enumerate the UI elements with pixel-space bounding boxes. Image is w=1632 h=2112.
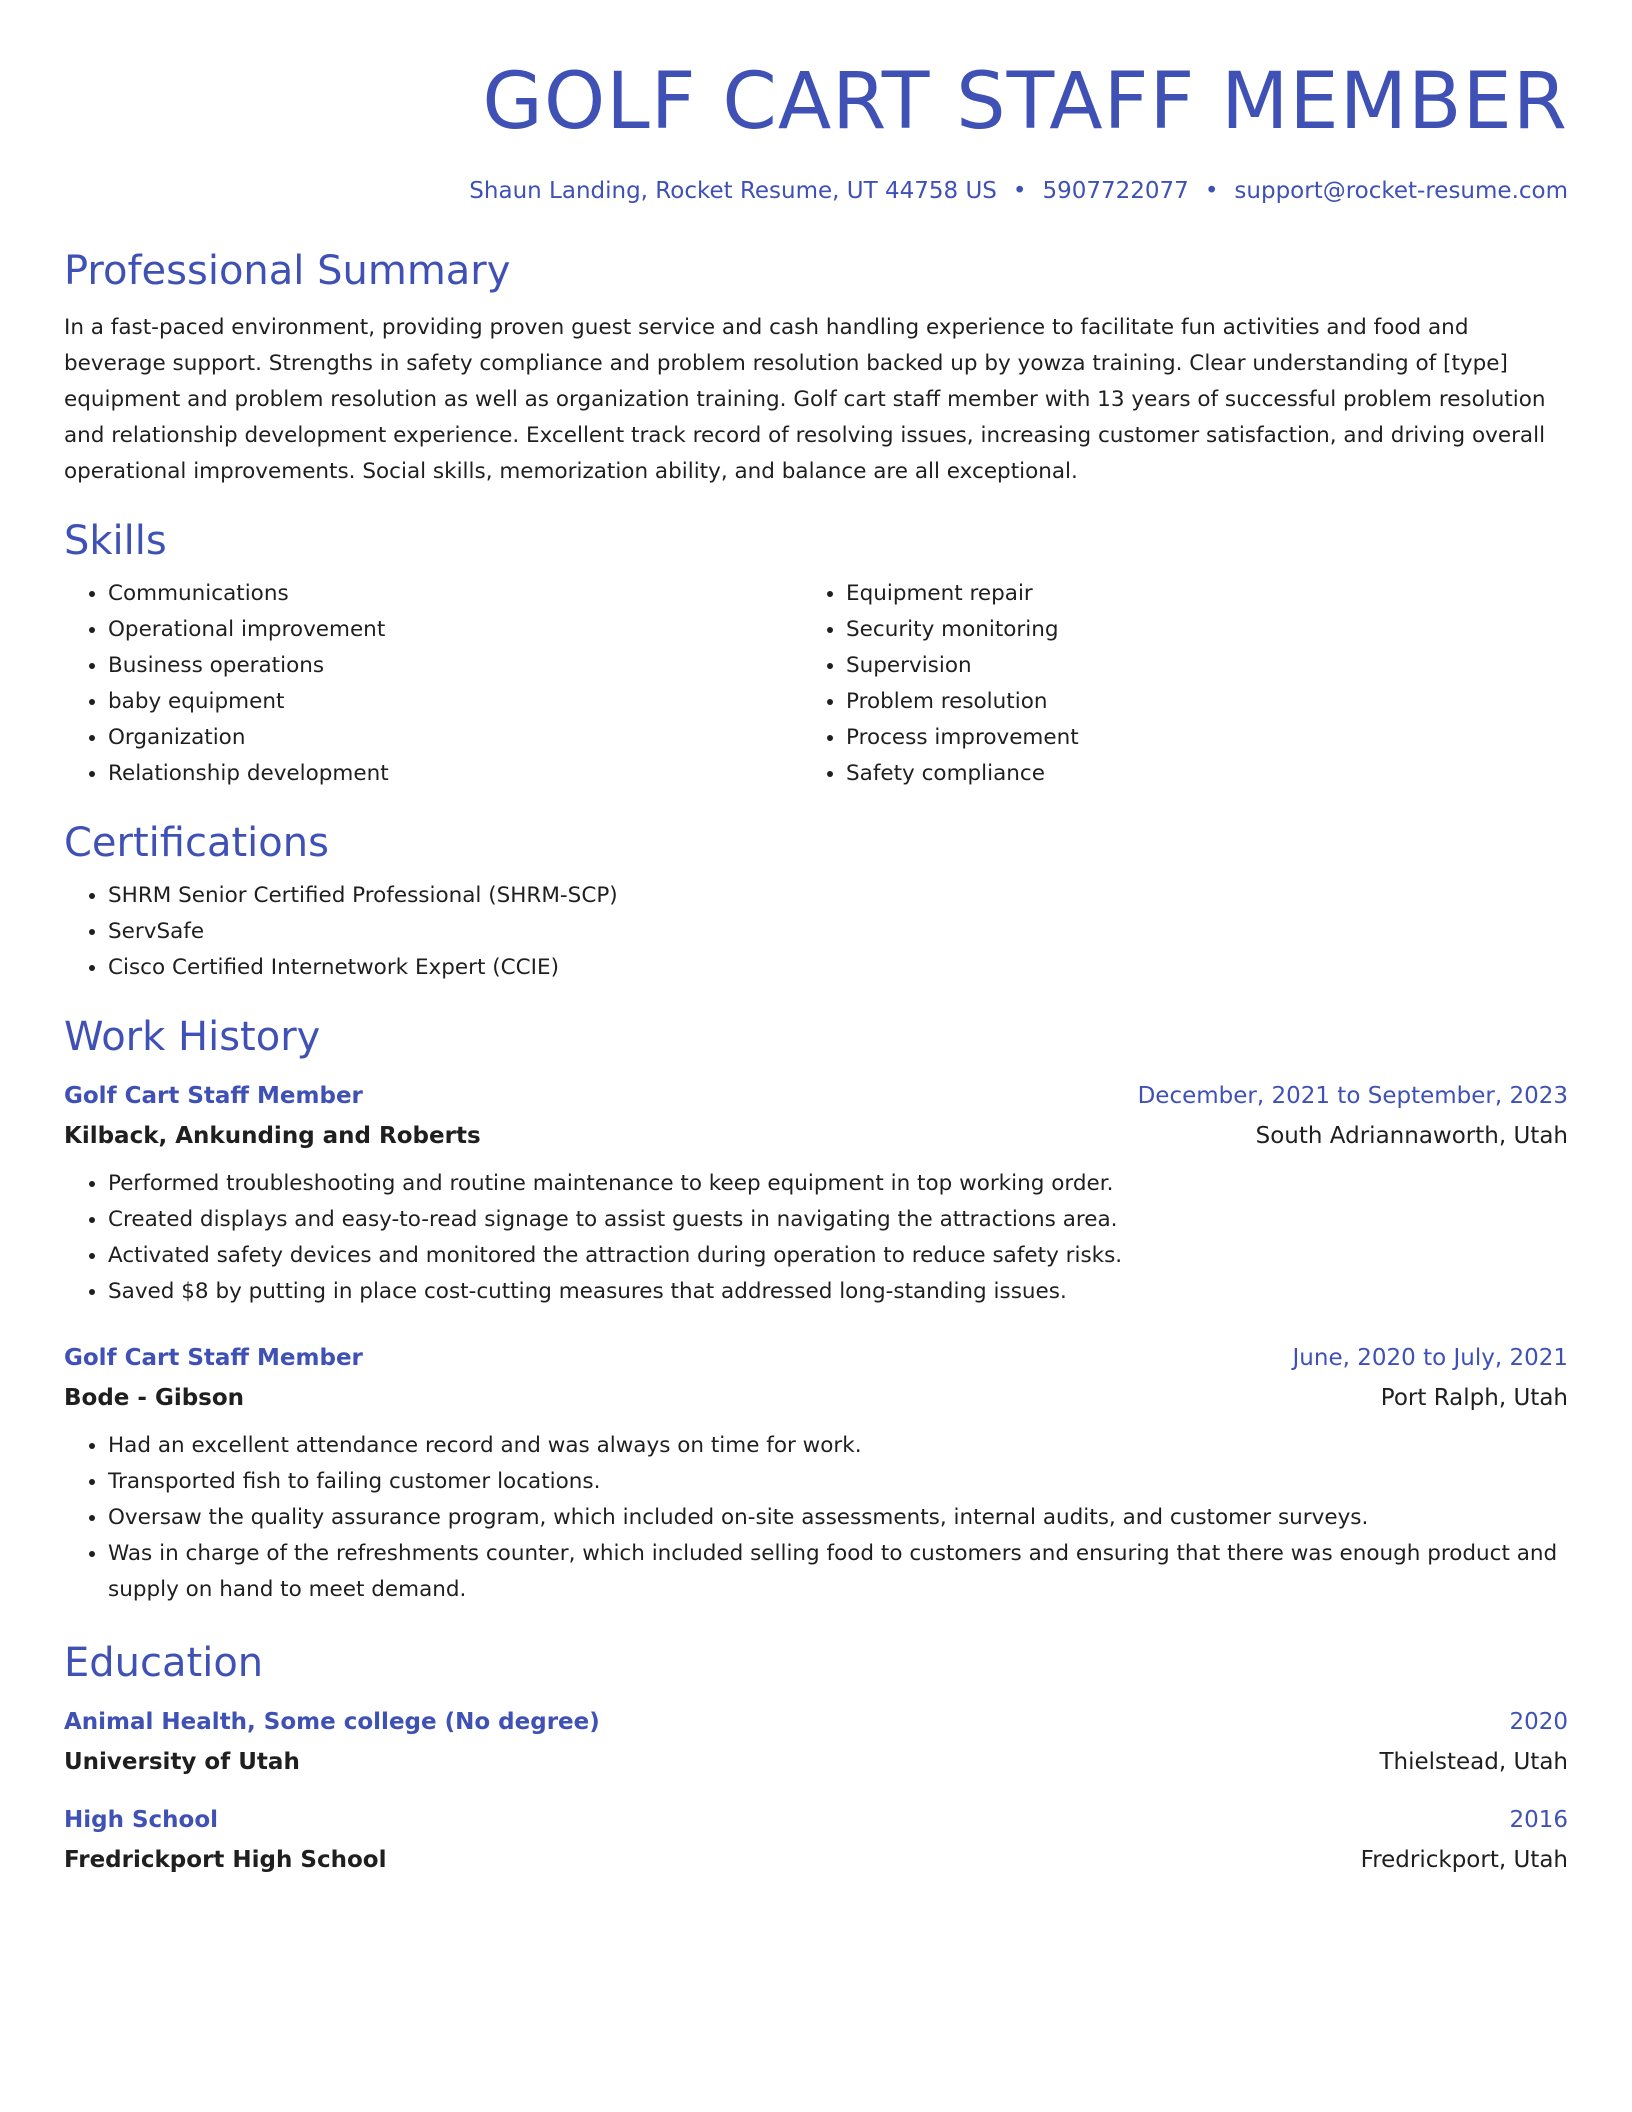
education-year: 2016 — [1509, 1807, 1568, 1833]
job-company: Bode - Gibson — [64, 1385, 245, 1411]
skill-item: • Organization — [108, 720, 802, 756]
skill-item: • Process improvement — [846, 720, 1540, 756]
education-degree: High School — [64, 1807, 219, 1833]
skill-item: • Supervision — [846, 648, 1540, 684]
education-school: Fredrickport High School — [64, 1847, 387, 1873]
skill-item: • Safety compliance — [846, 756, 1540, 792]
job-duty: • Activated safety devices and monitored the attraction during operation to reduce safety risks. — [108, 1238, 1568, 1274]
skill-item: • baby equipment — [108, 684, 802, 720]
job-entry — [64, 1338, 1568, 1608]
contact-address: Shaun Landing, Rocket Resume, UT 44758 US — [469, 178, 997, 204]
skill-item: • Communications — [108, 576, 802, 612]
certifications-list — [64, 878, 1568, 986]
certification-item: • Cisco Certified Internetwork Expert (CCIE) — [108, 950, 1568, 986]
skill-item: • Problem resolution — [846, 684, 1540, 720]
skills-column-left — [64, 576, 802, 792]
education-degree: Animal Health, Some college (No degree) — [64, 1709, 600, 1735]
education-location: Thielstead, Utah — [1379, 1749, 1568, 1775]
job-location: Port Ralph, Utah — [1380, 1385, 1568, 1411]
skills-column-right — [802, 576, 1540, 792]
certification-item: • ServSafe — [108, 914, 1568, 950]
education-entry — [64, 1800, 1568, 1880]
job-duty: • Oversaw the quality assurance program, which included on-site assessments, internal audits, and customer surveys. — [108, 1500, 1568, 1536]
skill-item: • Security monitoring — [846, 612, 1540, 648]
education-school: University of Utah — [64, 1749, 300, 1775]
education-entry — [64, 1702, 1568, 1782]
contact-separator: • — [1204, 178, 1219, 204]
section-title-certifications: Certifications — [64, 820, 329, 866]
skill-item: • Relationship development — [108, 756, 802, 792]
education-year: 2020 — [1509, 1709, 1568, 1735]
section-title-education: Education — [64, 1640, 264, 1686]
section-title-work-history: Work History — [64, 1014, 321, 1060]
skill-item: • Operational improvement — [108, 612, 802, 648]
contact-separator: • — [1012, 178, 1027, 204]
certification-item: • SHRM Senior Certified Professional (SHRM-SCP) — [108, 878, 1568, 914]
skill-item: • Equipment repair — [846, 576, 1540, 612]
job-duty: • Had an excellent attendance record and was always on time for work. — [108, 1428, 1568, 1464]
job-duties — [64, 1428, 1568, 1608]
contact-email: support@rocket-resume.com — [1234, 178, 1568, 204]
job-duty: • Transported fish to failing customer locations. — [108, 1464, 1568, 1500]
section-title-summary: Professional Summary — [64, 248, 511, 294]
section-title-skills: Skills — [64, 518, 167, 564]
job-entry — [64, 1076, 1568, 1310]
job-duties — [64, 1166, 1568, 1310]
job-title: Golf Cart Staff Member — [64, 1083, 363, 1109]
contact-phone: 5907722077 — [1042, 178, 1189, 204]
job-duty: • Created displays and easy-to-read signage to assist guests in navigating the attractions area. — [108, 1202, 1568, 1238]
job-duty: • Saved $8 by putting in place cost-cutting measures that addressed long-standing issues. — [108, 1274, 1568, 1310]
job-company: Kilback, Ankunding and Roberts — [64, 1123, 481, 1149]
education-location: Fredrickport, Utah — [1360, 1847, 1568, 1873]
contact-line — [64, 176, 1568, 206]
job-duty: • Was in charge of the refreshments counter, which included selling food to customers and ensuring that there was enough product and supply on hand to meet demand. — [108, 1536, 1568, 1608]
job-title: Golf Cart Staff Member — [64, 1345, 363, 1371]
job-location: South Adriannaworth, Utah — [1255, 1123, 1568, 1149]
job-dates: December, 2021 to September, 2023 — [1137, 1083, 1568, 1109]
job-dates: June, 2020 to July, 2021 — [1292, 1345, 1568, 1371]
candidate-name: GOLF CART STAFF MEMBER — [482, 57, 1568, 147]
skills-list — [64, 576, 1568, 792]
skill-item: • Business operations — [108, 648, 802, 684]
summary-text: In a fast-paced environment, providing proven guest service and cash handling experience to facilitate fun activities and food and beverage support. Strengths in safety compliance and problem resolution backed up by yowza training. Clear understanding of [type] equipment and problem resolution as well as organization training. Golf cart staff member with 13 years of successful problem resolution and relationship development experience. Excellent track record of resolving issues, increasing customer satisfaction, and driving overall operational improvements. Social skills, memorization ability, and balance are all exceptional. — [64, 315, 1546, 484]
job-duty: • Performed troubleshooting and routine maintenance to keep equipment in top working order. — [108, 1166, 1568, 1202]
